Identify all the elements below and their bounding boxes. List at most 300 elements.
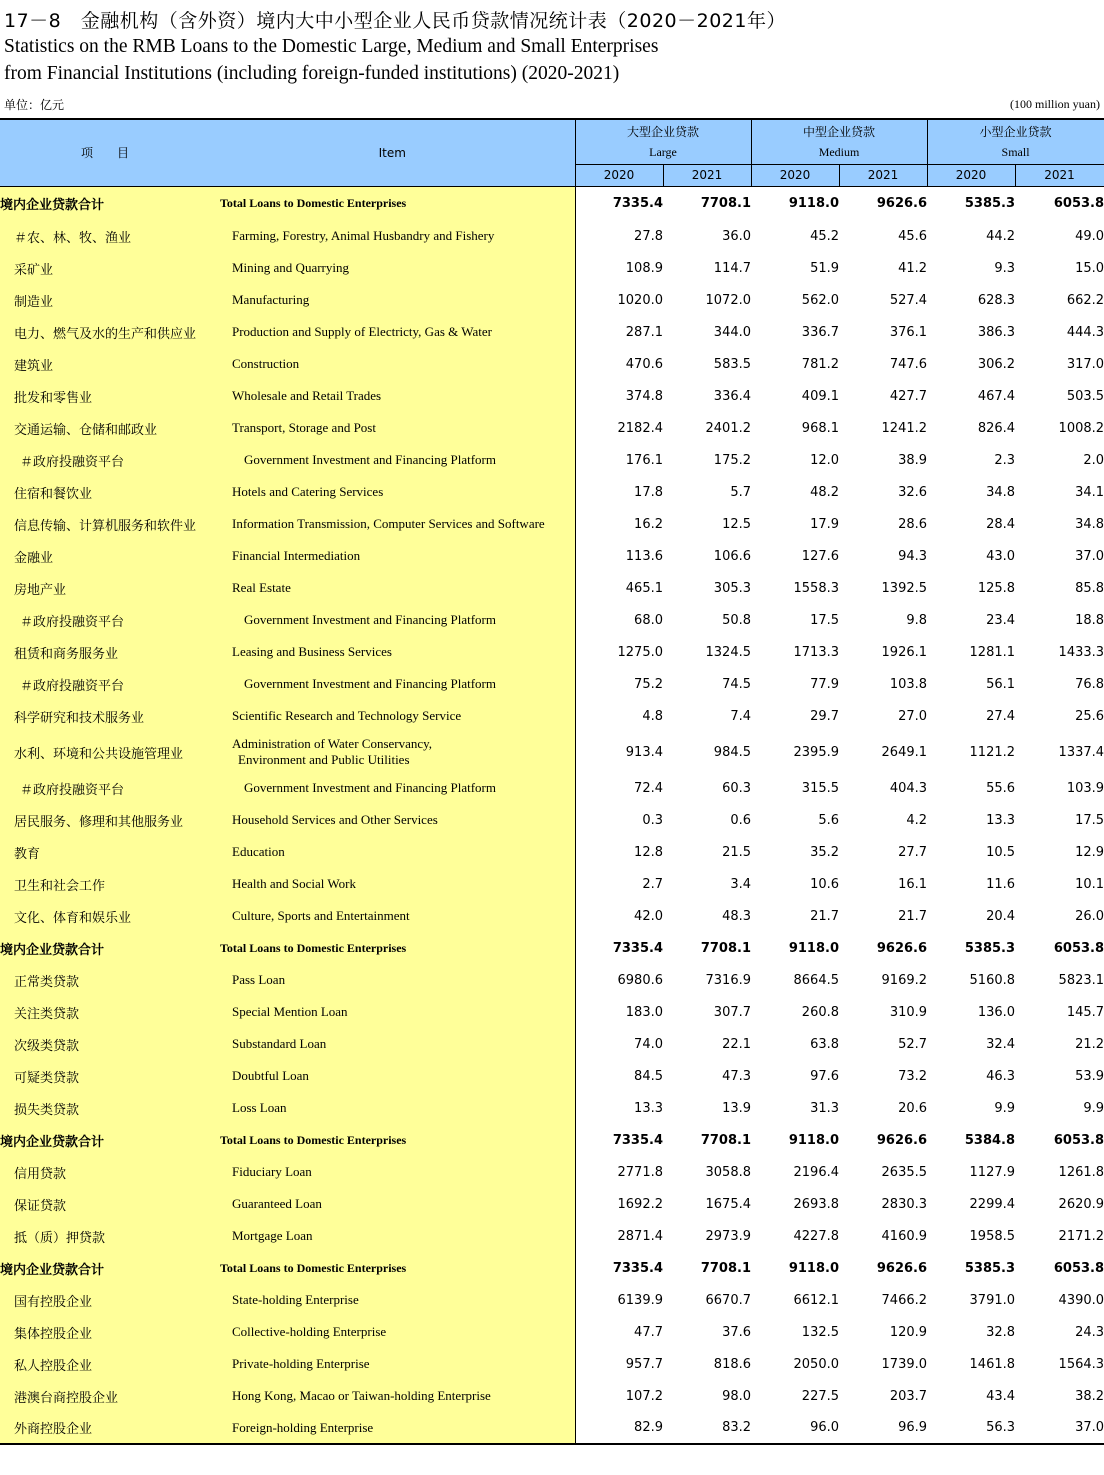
value-small-2021: 17.5 [1075,812,1104,828]
row-label-cn: 卫生和社会工作 [0,868,210,900]
value-medium-2020: 17.5 [810,612,840,628]
header-year-medium-2020: 2020 [751,164,839,186]
row-label-cn: 保证贷款 [0,1188,210,1220]
value-medium-2020: 132.5 [801,1324,840,1340]
value-medium-2021: 9.8 [906,612,928,628]
value-small-2021: 6053.8 [1053,1260,1104,1276]
value-medium-2021: 4.2 [906,812,928,828]
value-small-2021: 34.1 [1075,484,1104,500]
value-small-2020: 43.0 [986,548,1016,564]
row-label-en: Substandard Loan [210,1028,575,1060]
row-label-cn: ＃政府投融资平台 [0,444,210,476]
table-row [0,508,1104,540]
row-label-en: Guaranteed Loan [210,1188,575,1220]
value-medium-2021: 2635.5 [881,1164,928,1180]
value-large-2021: 2973.9 [705,1228,752,1244]
value-small-2021: 12.9 [1075,844,1104,860]
value-large-2020: 12.8 [634,844,663,860]
table-row [0,1412,1104,1444]
row-label-cn: 水利、环境和公共设施管理业 [0,732,210,772]
value-small-2020: 2299.4 [969,1196,1016,1212]
table-row [0,668,1104,700]
row-label-en: Doubtful Loan [210,1060,575,1092]
table-row [0,540,1104,572]
row-label-cn: 房地产业 [0,572,210,604]
value-large-2020: 913.4 [625,744,663,760]
value-medium-2021: 747.6 [889,356,928,372]
value-small-2021: 26.0 [1075,908,1104,924]
row-label-cn: 境内企业贷款合计 [0,1252,210,1284]
value-medium-2020: 1558.3 [793,580,840,596]
row-label-cn: 居民服务、修理和其他服务业 [0,804,210,836]
header-group-small-cn: 小型企业贷款 [979,125,1052,140]
value-small-2020: 13.3 [986,812,1016,828]
value-small-2020: 1461.8 [969,1356,1016,1372]
value-small-2021: 444.3 [1066,324,1104,340]
value-large-2020: 465.1 [625,580,663,596]
row-label-cn: 私人控股企业 [0,1348,210,1380]
value-medium-2021: 27.0 [898,708,928,724]
value-large-2020: 374.8 [625,388,663,404]
header-item-cn: 项 目 [0,119,210,186]
value-medium-2020: 31.3 [810,1100,840,1116]
value-large-2021: 175.2 [713,452,752,468]
header-year-large-2020: 2020 [575,164,663,186]
value-large-2020: 2.7 [642,876,663,892]
value-medium-2021: 2649.1 [881,744,928,760]
value-medium-2020: 781.2 [801,356,840,372]
value-medium-2021: 32.6 [898,484,928,500]
row-label-en: Transport, Storage and Post [210,412,575,444]
value-small-2021: 6053.8 [1053,195,1104,211]
value-small-2021: 34.8 [1075,516,1104,532]
value-medium-2020: 1713.3 [793,644,840,660]
row-label-en: Special Mention Loan [210,996,575,1028]
value-medium-2020: 97.6 [810,1068,840,1084]
value-medium-2020: 9118.0 [788,195,840,211]
value-small-2021: 6053.8 [1053,1132,1104,1148]
value-small-2020: 386.3 [977,324,1016,340]
table-row [0,964,1104,996]
row-label-cn: 关注类贷款 [0,996,210,1028]
value-medium-2021: 1241.2 [881,420,928,436]
value-medium-2021: 94.3 [898,548,928,564]
value-medium-2020: 9118.0 [788,1132,840,1148]
value-medium-2021: 52.7 [898,1036,928,1052]
table-row [0,572,1104,604]
header-year-large-2021: 2021 [663,164,751,186]
value-medium-2021: 1739.0 [881,1356,928,1372]
value-large-2021: 7708.1 [700,195,752,211]
value-small-2020: 5385.3 [964,940,1016,956]
value-small-2020: 467.4 [977,388,1016,404]
row-label-en: Hong Kong, Macao or Taiwan-holding Enterprise [210,1380,575,1412]
row-label-en: Fiduciary Loan [210,1156,575,1188]
value-large-2020: 108.9 [625,260,663,276]
table-row [0,316,1104,348]
header-group-medium [751,119,927,164]
header-group-small-en: Small [1001,145,1030,160]
row-label-cn: 批发和零售业 [0,380,210,412]
value-medium-2021: 28.6 [898,516,928,532]
value-medium-2021: 9626.6 [876,1260,928,1276]
value-large-2020: 7335.4 [612,940,663,956]
table-row-total [0,1124,1104,1156]
row-label-en: Government Investment and Financing Platform [210,444,575,476]
table-row [0,380,1104,412]
row-label-en: Hotels and Catering Services [210,476,575,508]
header-group-large [575,119,751,164]
value-small-2021: 2620.9 [1058,1196,1104,1212]
value-small-2021: 4390.0 [1058,1292,1104,1308]
table-row [0,1188,1104,1220]
value-medium-2021: 45.6 [898,228,928,244]
value-small-2021: 317.0 [1066,356,1104,372]
value-large-2020: 68.0 [634,612,663,628]
value-small-2021: 15.0 [1075,260,1104,276]
value-medium-2021: 9626.6 [876,195,928,211]
header-year-medium-2021: 2021 [839,164,927,186]
value-large-2021: 7708.1 [700,1260,752,1276]
value-small-2020: 136.0 [977,1004,1016,1020]
unit-label-en: (100 million yuan) [1010,97,1100,111]
table-row [0,1220,1104,1252]
row-label-en: Leasing and Business Services [210,636,575,668]
value-small-2020: 2.3 [994,452,1016,468]
row-label-cn: 集体控股企业 [0,1316,210,1348]
value-medium-2020: 10.6 [810,876,840,892]
table-row [0,732,1104,772]
table-row [0,284,1104,316]
value-large-2020: 957.7 [625,1356,663,1372]
value-medium-2021: 310.9 [889,1004,928,1020]
value-medium-2021: 203.7 [889,1388,928,1404]
value-medium-2021: 9626.6 [876,940,928,956]
value-large-2021: 114.7 [713,260,752,276]
value-medium-2020: 63.8 [810,1036,840,1052]
value-medium-2020: 9118.0 [788,940,840,956]
row-label-cn: 租赁和商务服务业 [0,636,210,668]
value-large-2021: 7708.1 [700,940,752,956]
value-large-2020: 82.9 [634,1420,663,1435]
value-medium-2020: 6612.1 [793,1292,840,1308]
table-row [0,1380,1104,1412]
row-label-cn: 信息传输、计算机服务和软件业 [0,508,210,540]
value-small-2020: 10.5 [986,844,1016,860]
value-medium-2021: 1926.1 [881,644,928,660]
value-medium-2020: 315.5 [801,780,840,796]
row-label-en: Mining and Quarrying [210,252,575,284]
value-large-2021: 12.5 [722,516,752,532]
table-row [0,604,1104,636]
row-label-cn: 金融业 [0,540,210,572]
row-label-en: Production and Supply of Electricty, Gas & Water [210,316,575,348]
value-large-2021: 984.5 [713,744,752,760]
value-small-2020: 20.4 [986,908,1016,924]
value-small-2021: 25.6 [1075,708,1104,724]
value-small-2021: 85.8 [1075,580,1104,596]
value-small-2020: 5385.3 [964,195,1016,211]
value-large-2020: 4.8 [642,708,663,724]
value-large-2021: 13.9 [722,1100,752,1116]
value-medium-2020: 8664.5 [793,972,840,988]
table-row-total [0,1252,1104,1284]
value-large-2020: 7335.4 [612,1260,663,1276]
table-header [0,119,1104,186]
table-row [0,476,1104,508]
value-large-2020: 2871.4 [617,1228,663,1244]
value-small-2020: 43.4 [986,1388,1016,1404]
value-small-2020: 1281.1 [969,644,1016,660]
value-small-2021: 145.7 [1066,1004,1104,1020]
value-small-2021: 662.2 [1066,292,1104,308]
header-year-small-2021: 2021 [1015,164,1104,186]
value-small-2021: 10.1 [1075,876,1104,892]
row-label-en: Government Investment and Financing Platform [210,772,575,804]
value-large-2020: 74.0 [634,1036,663,1052]
value-large-2020: 75.2 [634,676,663,692]
value-small-2020: 1121.2 [969,744,1016,760]
table-row [0,1156,1104,1188]
value-medium-2021: 404.3 [889,780,928,796]
row-label-en: Education [210,836,575,868]
loan-statistics-table [0,118,1104,1445]
row-label-en: Health and Social Work [210,868,575,900]
value-large-2021: 22.1 [722,1036,752,1052]
value-small-2021: 37.0 [1075,548,1104,564]
value-small-2020: 28.4 [986,516,1016,532]
value-large-2020: 2771.8 [617,1164,663,1180]
value-medium-2020: 5.6 [818,812,840,828]
value-small-2020: 9.9 [994,1100,1016,1116]
value-small-2021: 37.0 [1075,1420,1104,1435]
row-label-en: Pass Loan [210,964,575,996]
value-large-2021: 583.5 [713,356,752,372]
value-small-2020: 628.3 [977,292,1016,308]
value-small-2020: 56.3 [986,1420,1016,1435]
table-row [0,252,1104,284]
header-group-medium-en: Medium [818,145,860,160]
value-small-2020: 1127.9 [969,1164,1016,1180]
value-small-2020: 306.2 [977,356,1016,372]
value-large-2021: 98.0 [722,1388,752,1404]
value-small-2021: 18.8 [1075,612,1104,628]
table-row [0,836,1104,868]
value-small-2021: 76.8 [1075,676,1104,692]
value-large-2020: 42.0 [634,908,663,924]
value-small-2020: 5385.3 [964,1260,1016,1276]
table-row-total [0,186,1104,220]
value-medium-2020: 336.7 [801,324,840,340]
value-large-2021: 21.5 [722,844,752,860]
value-large-2021: 5.7 [730,484,752,500]
value-small-2020: 56.1 [986,676,1016,692]
value-medium-2021: 38.9 [898,452,928,468]
row-label-cn: 文化、体育和娱乐业 [0,900,210,932]
row-label-en: Total Loans to Domestic Enterprises [210,1124,575,1156]
value-large-2021: 2401.2 [705,420,752,436]
value-small-2021: 38.2 [1075,1388,1104,1404]
value-small-2020: 44.2 [986,228,1016,244]
value-medium-2020: 127.6 [801,548,840,564]
value-medium-2020: 29.7 [810,708,840,724]
row-label-en: Scientific Research and Technology Service [210,700,575,732]
row-label-cn: 抵（质）押贷款 [0,1220,210,1252]
row-label-en: Manufacturing [210,284,575,316]
value-large-2020: 287.1 [625,324,663,340]
value-medium-2020: 35.2 [810,844,840,860]
value-large-2021: 3058.8 [705,1164,752,1180]
row-label-cn: 教育 [0,836,210,868]
row-label-en: Construction [210,348,575,380]
value-small-2021: 503.5 [1066,388,1104,404]
value-large-2020: 6980.6 [617,972,663,988]
page-title-en-line1: Statistics on the RMB Loans to the Domestic Large, Medium and Small Enterprises [4,36,659,57]
header-item-en: Item [210,119,575,186]
row-label-en: Mortgage Loan [210,1220,575,1252]
value-large-2021: 50.8 [722,612,752,628]
value-medium-2020: 51.9 [810,260,840,276]
table-row [0,1028,1104,1060]
table-row [0,444,1104,476]
value-large-2021: 60.3 [722,780,752,796]
value-small-2021: 2.0 [1083,452,1104,468]
value-medium-2020: 9118.0 [788,1260,840,1276]
value-large-2020: 72.4 [634,780,663,796]
row-label-en: Wholesale and Retail Trades [210,380,575,412]
value-medium-2020: 227.5 [801,1388,840,1404]
value-medium-2021: 9169.2 [881,972,928,988]
value-large-2021: 336.4 [713,388,752,404]
value-small-2021: 53.9 [1075,1068,1104,1084]
value-medium-2020: 2050.0 [793,1356,840,1372]
value-small-2021: 5823.1 [1058,972,1104,988]
row-label-cn: 建筑业 [0,348,210,380]
value-medium-2021: 20.6 [898,1100,928,1116]
table-row [0,804,1104,836]
table-row [0,1348,1104,1380]
value-large-2020: 16.2 [634,516,663,532]
value-small-2020: 5160.8 [969,972,1016,988]
header-year-small-2020: 2020 [927,164,1015,186]
value-small-2021: 24.3 [1075,1324,1104,1340]
row-label-en: Total Loans to Domestic Enterprises [210,186,575,220]
value-medium-2020: 48.2 [810,484,840,500]
table-body [0,186,1104,1444]
row-label-en [210,732,575,772]
value-small-2021: 9.9 [1083,1100,1104,1116]
value-small-2020: 3791.0 [969,1292,1016,1308]
row-label-en: Real Estate [210,572,575,604]
value-medium-2021: 21.7 [898,908,928,924]
value-medium-2021: 27.7 [898,844,928,860]
row-label-cn: 境内企业贷款合计 [0,186,210,220]
value-large-2021: 106.6 [713,548,752,564]
row-label-en-line2: Environment and Public Utilities [238,752,410,767]
value-large-2021: 1324.5 [705,644,752,660]
table-row [0,412,1104,444]
value-large-2021: 0.6 [730,812,752,828]
value-medium-2021: 96.9 [898,1420,928,1435]
value-large-2021: 3.4 [730,876,752,892]
row-label-cn: 科学研究和技术服务业 [0,700,210,732]
value-small-2021: 49.0 [1075,228,1104,244]
header-group-medium-cn: 中型企业贷款 [803,125,876,140]
value-medium-2021: 103.8 [889,676,928,692]
row-label-cn: ＃政府投融资平台 [0,668,210,700]
table-row-total [0,932,1104,964]
row-label-cn: 港澳台商控股企业 [0,1380,210,1412]
row-label-en: Government Investment and Financing Platform [210,604,575,636]
value-medium-2021: 120.9 [889,1324,928,1340]
value-large-2021: 818.6 [713,1356,752,1372]
value-large-2020: 107.2 [625,1388,663,1404]
value-small-2020: 55.6 [986,780,1016,796]
value-medium-2021: 73.2 [898,1068,928,1084]
value-large-2021: 307.7 [713,1004,752,1020]
value-small-2020: 32.8 [986,1324,1016,1340]
page-title-cn: 17－8 金融机构（含外资）境内大中小型企业人民币贷款情况统计表（2020－2021年） [4,10,786,32]
value-medium-2020: 96.0 [810,1420,840,1435]
value-large-2020: 6139.9 [617,1292,663,1308]
value-large-2020: 47.7 [634,1324,663,1340]
value-small-2020: 46.3 [986,1068,1016,1084]
row-label-cn: ＃农、林、牧、渔业 [0,220,210,252]
value-large-2021: 74.5 [722,676,752,692]
row-label-cn: 交通运输、仓储和邮政业 [0,412,210,444]
value-large-2021: 48.3 [722,908,752,924]
row-label-cn: 可疑类贷款 [0,1060,210,1092]
value-large-2020: 13.3 [634,1100,663,1116]
value-small-2021: 1564.3 [1058,1356,1104,1372]
value-medium-2020: 17.9 [810,516,840,532]
value-small-2020: 9.3 [994,260,1016,276]
row-label-en: Farming, Forestry, Animal Husbandry and Fishery [210,220,575,252]
table-row [0,900,1104,932]
value-large-2021: 1072.0 [705,292,752,308]
row-label-cn: ＃政府投融资平台 [0,772,210,804]
value-medium-2020: 260.8 [801,1004,840,1020]
row-label-en-line1: Administration of Water Conservancy, [232,736,433,751]
row-label-cn: 电力、燃气及水的生产和供应业 [0,316,210,348]
header-group-large-cn: 大型企业贷款 [627,125,700,140]
value-large-2020: 84.5 [634,1068,663,1084]
value-large-2020: 1275.0 [617,644,663,660]
value-medium-2020: 562.0 [801,292,840,308]
value-medium-2020: 409.1 [801,388,840,404]
value-small-2020: 826.4 [977,420,1016,436]
table-row [0,996,1104,1028]
row-label-en: Total Loans to Domestic Enterprises [210,932,575,964]
row-label-en: Collective-holding Enterprise [210,1316,575,1348]
row-label-en: Household Services and Other Services [210,804,575,836]
value-medium-2021: 41.2 [898,260,928,276]
value-medium-2021: 7466.2 [881,1292,928,1308]
value-medium-2021: 527.4 [889,292,928,308]
value-small-2020: 5384.8 [964,1132,1016,1148]
value-large-2020: 7335.4 [612,1132,663,1148]
value-large-2020: 27.8 [634,228,663,244]
row-label-en: Total Loans to Domestic Enterprises [210,1252,575,1284]
table-row [0,220,1104,252]
table-row [0,636,1104,668]
value-medium-2021: 9626.6 [876,1132,928,1148]
table-row [0,1316,1104,1348]
row-label-en: Foreign-holding Enterprise [210,1412,575,1444]
header-group-large-en: Large [649,145,677,160]
value-small-2020: 11.6 [986,876,1016,892]
value-small-2020: 27.4 [986,708,1016,724]
